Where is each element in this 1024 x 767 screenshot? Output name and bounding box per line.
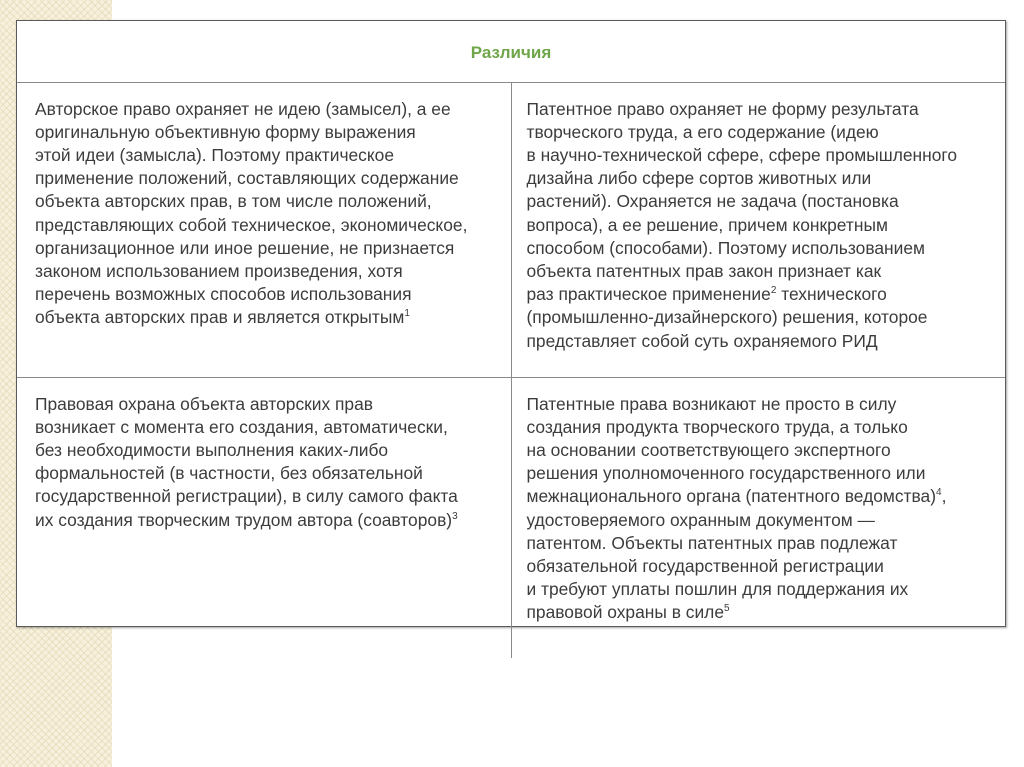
footnote-mark: 2 bbox=[770, 285, 777, 297]
cell-text-continued: , удостоверяемого охранным документом — патентом. Объекты патентных прав подлежат обязательной государственной регистрации и требуют уплаты пошлин для поддержания их правовой охраны в силе bbox=[526, 486, 947, 623]
copyright-object-cell bbox=[17, 82, 511, 377]
comparison-table bbox=[16, 20, 1006, 627]
footnote-mark: 1 bbox=[404, 308, 410, 320]
table-header-title: Различия bbox=[17, 21, 1005, 82]
table-header-row bbox=[17, 21, 1005, 82]
patent-origin-cell bbox=[511, 377, 1005, 658]
table-row bbox=[17, 82, 1005, 377]
differences-table bbox=[17, 21, 1005, 658]
copyright-origin-cell bbox=[17, 377, 511, 658]
cell-text: Патентное право охраняет не форму результата творческого труда, а его содержание (идею в научно-технической сфере, сфере промышленного дизайна либо сфере сортов животных или растений). Охраняется не задача (постановка вопроса), а ее решение, причем конкретным способом (способами). Поэтому использованием объекта патентных прав закон признает как раз практическое применение bbox=[526, 98, 958, 305]
cell-text: Авторское право охраняет не идею (замысел), а ее оригинальную объективную форму выражения этой идеи (замысла). Поэтому практическое применение положений, составляющих содержание объекта авторских прав, в том числе положений, представляющих собой техническое, экономическое, организационное или иное решение, не признается законом использованием произведения, хотя перечень возможных способов использования объекта авторских прав и является открытым bbox=[35, 98, 468, 328]
footnote-mark: 5 bbox=[724, 603, 730, 615]
footnote-mark: 3 bbox=[452, 510, 458, 522]
cell-text-continued: технического (промышленно-дизайнерского) решения, которое представляет собой суть охраняемого РИД bbox=[526, 284, 928, 351]
cell-text: Патентные права возникают не просто в силу создания продукта творческого труда, а только на основании соответствующего экспертного решения уполномоченного государственного или межнационального органа (патентного ведомства) bbox=[526, 393, 937, 507]
table-row bbox=[17, 377, 1005, 658]
footnote-mark: 4 bbox=[936, 487, 942, 499]
cell-text: Правовая охрана объекта авторских прав возникает с момента его создания, автоматически, без необходимости выполнения каких-либо формальностей (в частности, без обязательной государственной регистрации), в силу самого факта их создания творческим трудом автора (соавторов) bbox=[35, 393, 458, 530]
patent-object-cell bbox=[511, 82, 1005, 377]
